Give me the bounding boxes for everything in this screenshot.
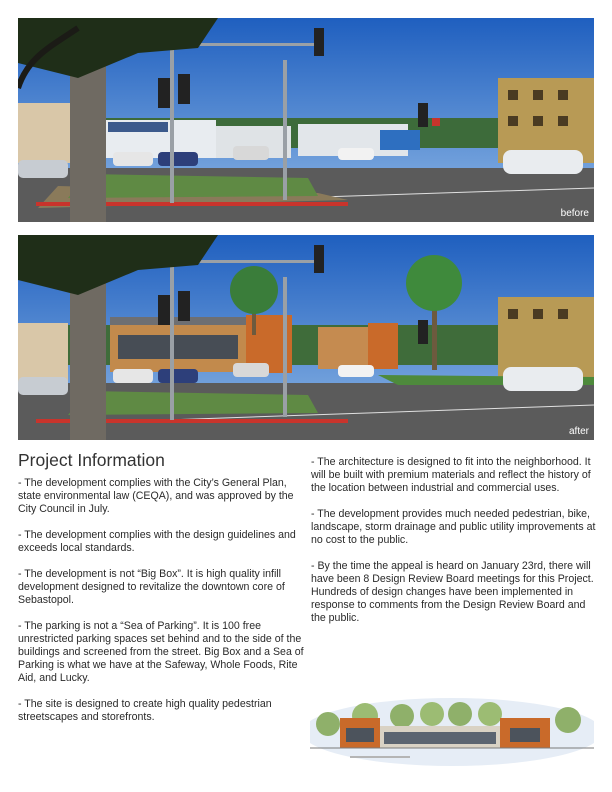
right-column bbox=[311, 456, 597, 638]
before-label: before bbox=[560, 208, 589, 219]
info-paragraph: - The development is not “Big Box”. It is high quality infill development designed to revitalize the downtown core of Sebastopol. bbox=[18, 568, 285, 606]
building-elevation-rendering bbox=[310, 688, 594, 770]
info-paragraph: - The development complies with the design guidelines and exceeds local standards. bbox=[18, 529, 296, 554]
section-heading: Project Information bbox=[18, 450, 165, 470]
info-paragraph: - The site is designed to create high quality pedestrian streetscapes and storefronts. bbox=[18, 698, 272, 723]
info-paragraph: - By the time the appeal is heard on January 23rd, there will have been 8 Design Review Board meetings for this Project. Hundreds of design changes have been implemented in response to comments from the Design Review Board and the public. bbox=[311, 560, 594, 624]
before-photo bbox=[18, 18, 594, 222]
after-label: after bbox=[568, 426, 589, 437]
after-photo bbox=[18, 235, 594, 440]
info-paragraph: - The parking is not a “Sea of Parking”. It is 100 free unrestricted parking spaces set behind and to the side of the buildings and screened from the street. Big Box and a Sea of Parking is what we have at the Safeway, Whole Foods, Rite Aid, and Lucky. bbox=[18, 620, 304, 684]
info-paragraph: - The development provides much needed pedestrian, bike, landscape, storm drainage and public utility improvements at no cost to the public. bbox=[311, 508, 596, 546]
left-column bbox=[18, 477, 304, 737]
info-paragraph: - The development complies with the City’s General Plan, state environmental law (CEQA), and was approved by the City Council in July. bbox=[18, 477, 294, 515]
info-paragraph: - The architecture is designed to fit into the neighborhood. It will be built with premium materials and reflect the history of the location between industrial and commercial uses. bbox=[311, 456, 591, 494]
